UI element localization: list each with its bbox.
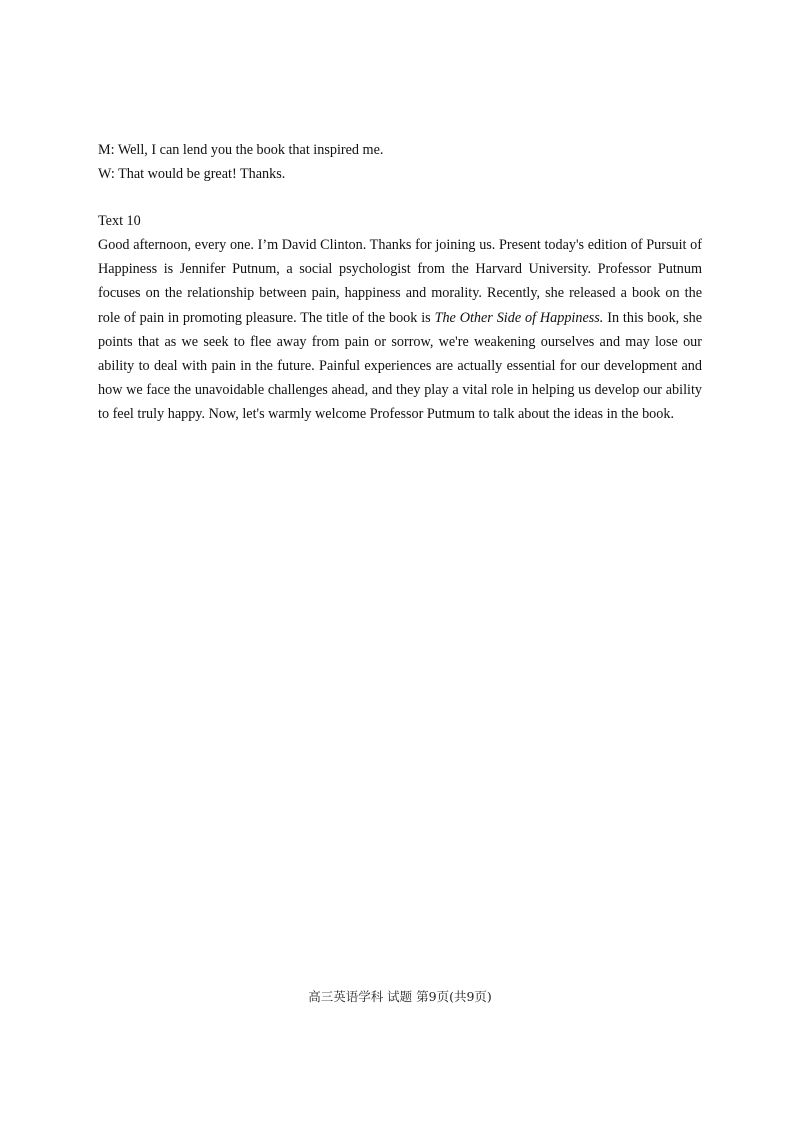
section-title: Text 10 <box>98 213 141 229</box>
page-footer: 高三英语学科 试题 第9页(共9页) <box>308 989 492 1004</box>
dialogue-block <box>98 138 708 186</box>
passage-part-2: In this book, she points that as we seek to flee away from pain or sorrow, we're weakening ourselves and may lose our ability to deal with pain in the future. Painful experiences are actually essential for our development and how we face the unavoidable challenges ahead, and they play a vital role in helping us develop our ability to feel truly happy. Now, let's warmly welcome Professor Putmum to talk about the ideas in the book. <box>98 309 702 423</box>
dialogue-line-man: M: Well, I can lend you the book that inspired me. <box>98 142 384 158</box>
dialogue-line-woman: W: That would be great! Thanks. <box>98 166 286 182</box>
passage-text <box>98 233 702 427</box>
passage-part-1: Good afternoon, every one. I’m David Clinton. Thanks for joining us. Present today's edition of Pursuit of Happiness is Jennifer Putnum, a social psychologist from the Harvard University. Professor Putnum focuses on the relationship between pain, happiness and morality. Recently, she released a book on the role of pain in promoting pleasure. The title of the book is <box>98 237 702 326</box>
book-title: The Other Side of Happiness. <box>434 309 604 326</box>
